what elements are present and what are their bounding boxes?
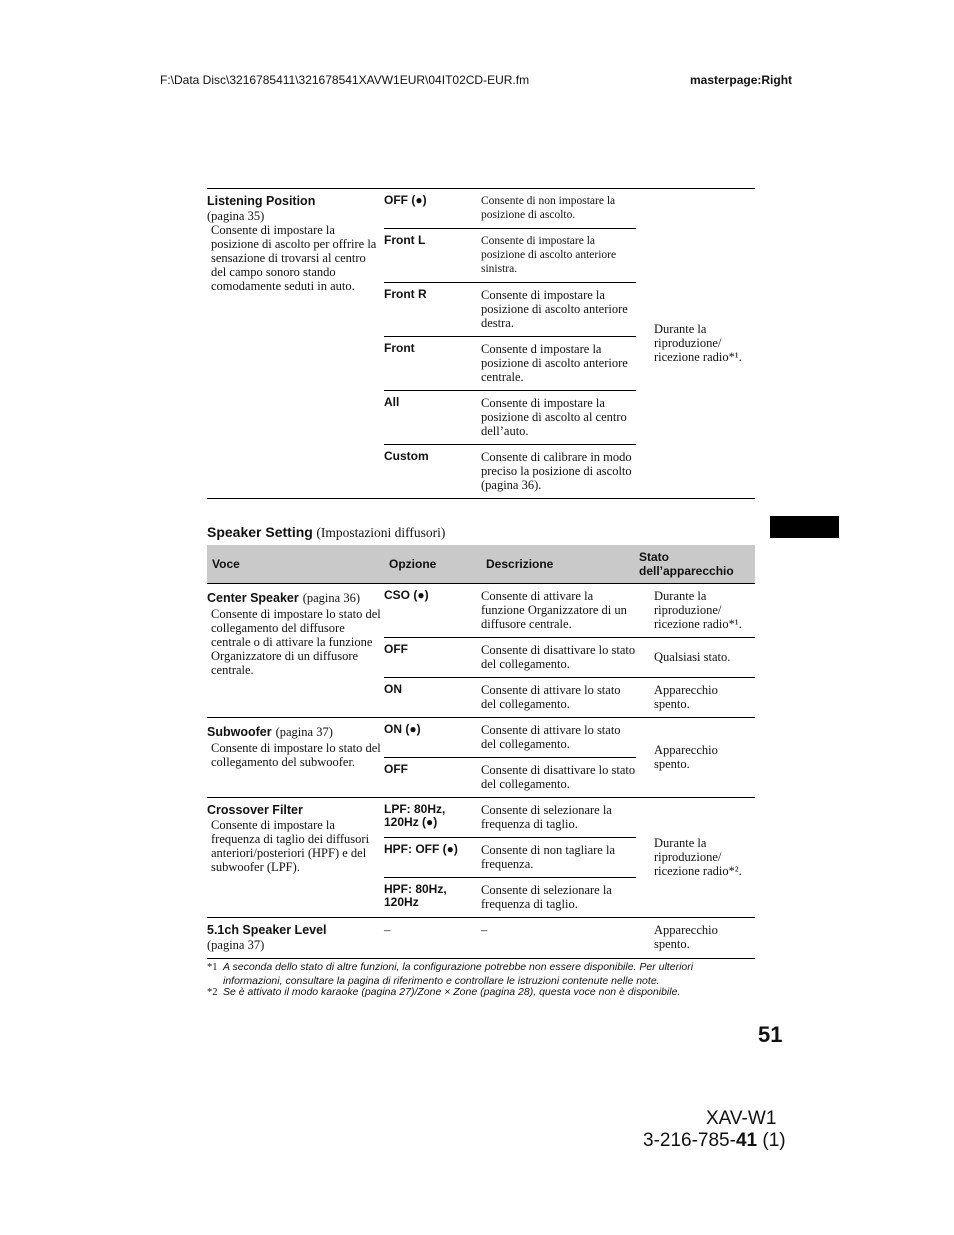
option-desc: Consente di non tagliare la frequenza.	[481, 843, 615, 871]
option-label: Front L	[384, 233, 426, 247]
option-label: HPF: 80Hz, 120Hz	[384, 882, 447, 909]
listening-desc: Consente di impostare la posizione di ascolto per offrire la sensazione di trovarsi al centro del campo sonoro stando comodamente seduti in auto.	[211, 223, 377, 293]
option-label: Custom	[384, 449, 429, 463]
option-label: OFF (●)	[384, 193, 427, 207]
listening-position-table	[207, 188, 755, 499]
center-title: Center Speaker	[207, 591, 299, 605]
table-row	[207, 918, 755, 959]
option-label: Front R	[384, 287, 427, 301]
table-row	[207, 189, 755, 229]
listening-state: Durante la riproduzione/ ricezione radio*¹.	[654, 322, 742, 364]
listening-page: (pagina 35)	[207, 209, 265, 223]
option-desc: Consente di attivare la funzione Organizzatore di un diffusore centrale.	[481, 589, 627, 631]
subwoofer-title: Subwoofer	[207, 725, 272, 739]
footnote-mark: *2	[207, 987, 218, 998]
option-label: OFF	[384, 762, 408, 776]
option-desc: Consente di disattivare lo stato del collegamento.	[481, 763, 636, 791]
page-number: 51	[758, 1022, 783, 1047]
center-page: (pagina 36)	[302, 591, 360, 605]
subwoofer-page: (pagina 37)	[275, 725, 333, 739]
model-name: XAV-W1	[706, 1108, 777, 1129]
option-state: Durante la riproduzione/ ricezione radio*¹.	[654, 589, 742, 631]
option-desc: Consente di non impostare la posizione di ascolto.	[481, 195, 616, 221]
level-state: Apparecchio spento.	[654, 923, 718, 951]
table-header-row	[207, 545, 755, 584]
section-tab-marker	[770, 516, 839, 538]
document-code: 3-216-785-41 (1)	[643, 1130, 786, 1151]
footnote-text: Se è attivato il modo karaoke (pagina 27)/Zone × Zone (pagina 28), questa voce non è disponibile.	[223, 986, 681, 998]
listening-item-cell	[207, 189, 384, 499]
subwoofer-desc: Consente di impostare lo stato del collegamento del subwoofer.	[211, 741, 381, 769]
crossover-state: Durante la riproduzione/ ricezione radio*².	[654, 836, 742, 878]
option-label: ON (●)	[384, 722, 421, 736]
subwoofer-cell	[207, 718, 384, 798]
option-desc: Consente di impostare la posizione di ascolto anteriore sinistra.	[481, 235, 617, 275]
option-label: HPF: OFF (●)	[384, 842, 458, 856]
level-cell	[207, 918, 384, 959]
option-label: CSO (●)	[384, 588, 429, 602]
option-desc: Consente di attivare lo stato del collegamento.	[481, 683, 621, 711]
option-desc: Consente d impostare la posizione di ascolto anteriore centrale.	[481, 342, 628, 384]
section-title-main: Speaker Setting	[207, 524, 313, 540]
option-desc: Consente di impostare la posizione di ascolto anteriore destra.	[481, 288, 628, 330]
option-label: ON	[384, 682, 402, 696]
table-row	[207, 798, 755, 838]
option-label: OFF	[384, 642, 408, 656]
option-desc: Consente di selezionare la frequenza di taglio.	[481, 803, 612, 831]
crossover-desc: Consente di impostare la frequenza di taglio dei diffusori anteriori/posteriori (HPF) e del subwoofer (LPF).	[211, 818, 370, 874]
level-page: (pagina 37)	[207, 938, 265, 952]
option-desc: –	[481, 923, 488, 937]
option-state: Qualsiasi stato.	[654, 650, 731, 664]
section-title	[207, 524, 445, 542]
subwoofer-state: Apparecchio spento.	[654, 743, 718, 771]
table-row	[207, 718, 755, 758]
footnote-1	[207, 961, 747, 987]
table-row	[207, 584, 755, 638]
header-descrizione: Descrizione	[481, 545, 636, 584]
masterpage-label: masterpage:Right	[690, 73, 793, 87]
option-label: LPF: 80Hz, 120Hz (●)	[384, 802, 446, 829]
header-voce: Voce	[207, 545, 384, 584]
listening-title: Listening Position	[207, 194, 316, 208]
center-speaker-cell	[207, 584, 384, 718]
crossover-title: Crossover Filter	[207, 803, 303, 817]
footnote-text-cont: informazioni, consultare la pagina di riferimento e controllare le istruzioni contenute nelle note.	[223, 974, 660, 987]
option-desc: Consente di selezionare la frequenza di taglio.	[481, 883, 612, 911]
level-title: 5.1ch Speaker Level	[207, 923, 327, 937]
option-label: Front	[384, 341, 415, 355]
center-desc: Consente di impostare lo stato del collegamento del diffusore centrale o di attivare la funzione Organizzatore di un diffusore centrale.	[211, 607, 381, 677]
footnote-text: A seconda dello stato di altre funzioni, la configurazione potrebbe non essere disponibile. Per ulteriori	[223, 961, 694, 973]
option-desc: Consente di disattivare lo stato del collegamento.	[481, 643, 636, 671]
option-state: Apparecchio spento.	[654, 683, 718, 711]
footnote-mark: *1	[207, 962, 218, 973]
header-stato: Stato dell’apparecchio	[636, 545, 755, 584]
file-path: F:\Data Disc\3216785411\321678541XAVW1EUR\04IT02CD-EUR.fm	[160, 73, 530, 87]
header-opzione: Opzione	[384, 545, 481, 584]
option-desc: Consente di impostare la posizione di ascolto al centro dell’auto.	[481, 396, 627, 438]
footnote-2	[207, 986, 747, 1000]
crossover-cell	[207, 798, 384, 918]
option-desc: Consente di attivare lo stato del collegamento.	[481, 723, 621, 751]
section-title-sub: (Impostazioni diffusori)	[316, 525, 446, 540]
option-label: –	[384, 923, 391, 937]
option-label: All	[384, 395, 400, 409]
option-desc: Consente di calibrare in modo preciso la posizione di ascolto (pagina 36).	[481, 450, 632, 492]
speaker-setting-table	[207, 545, 755, 959]
